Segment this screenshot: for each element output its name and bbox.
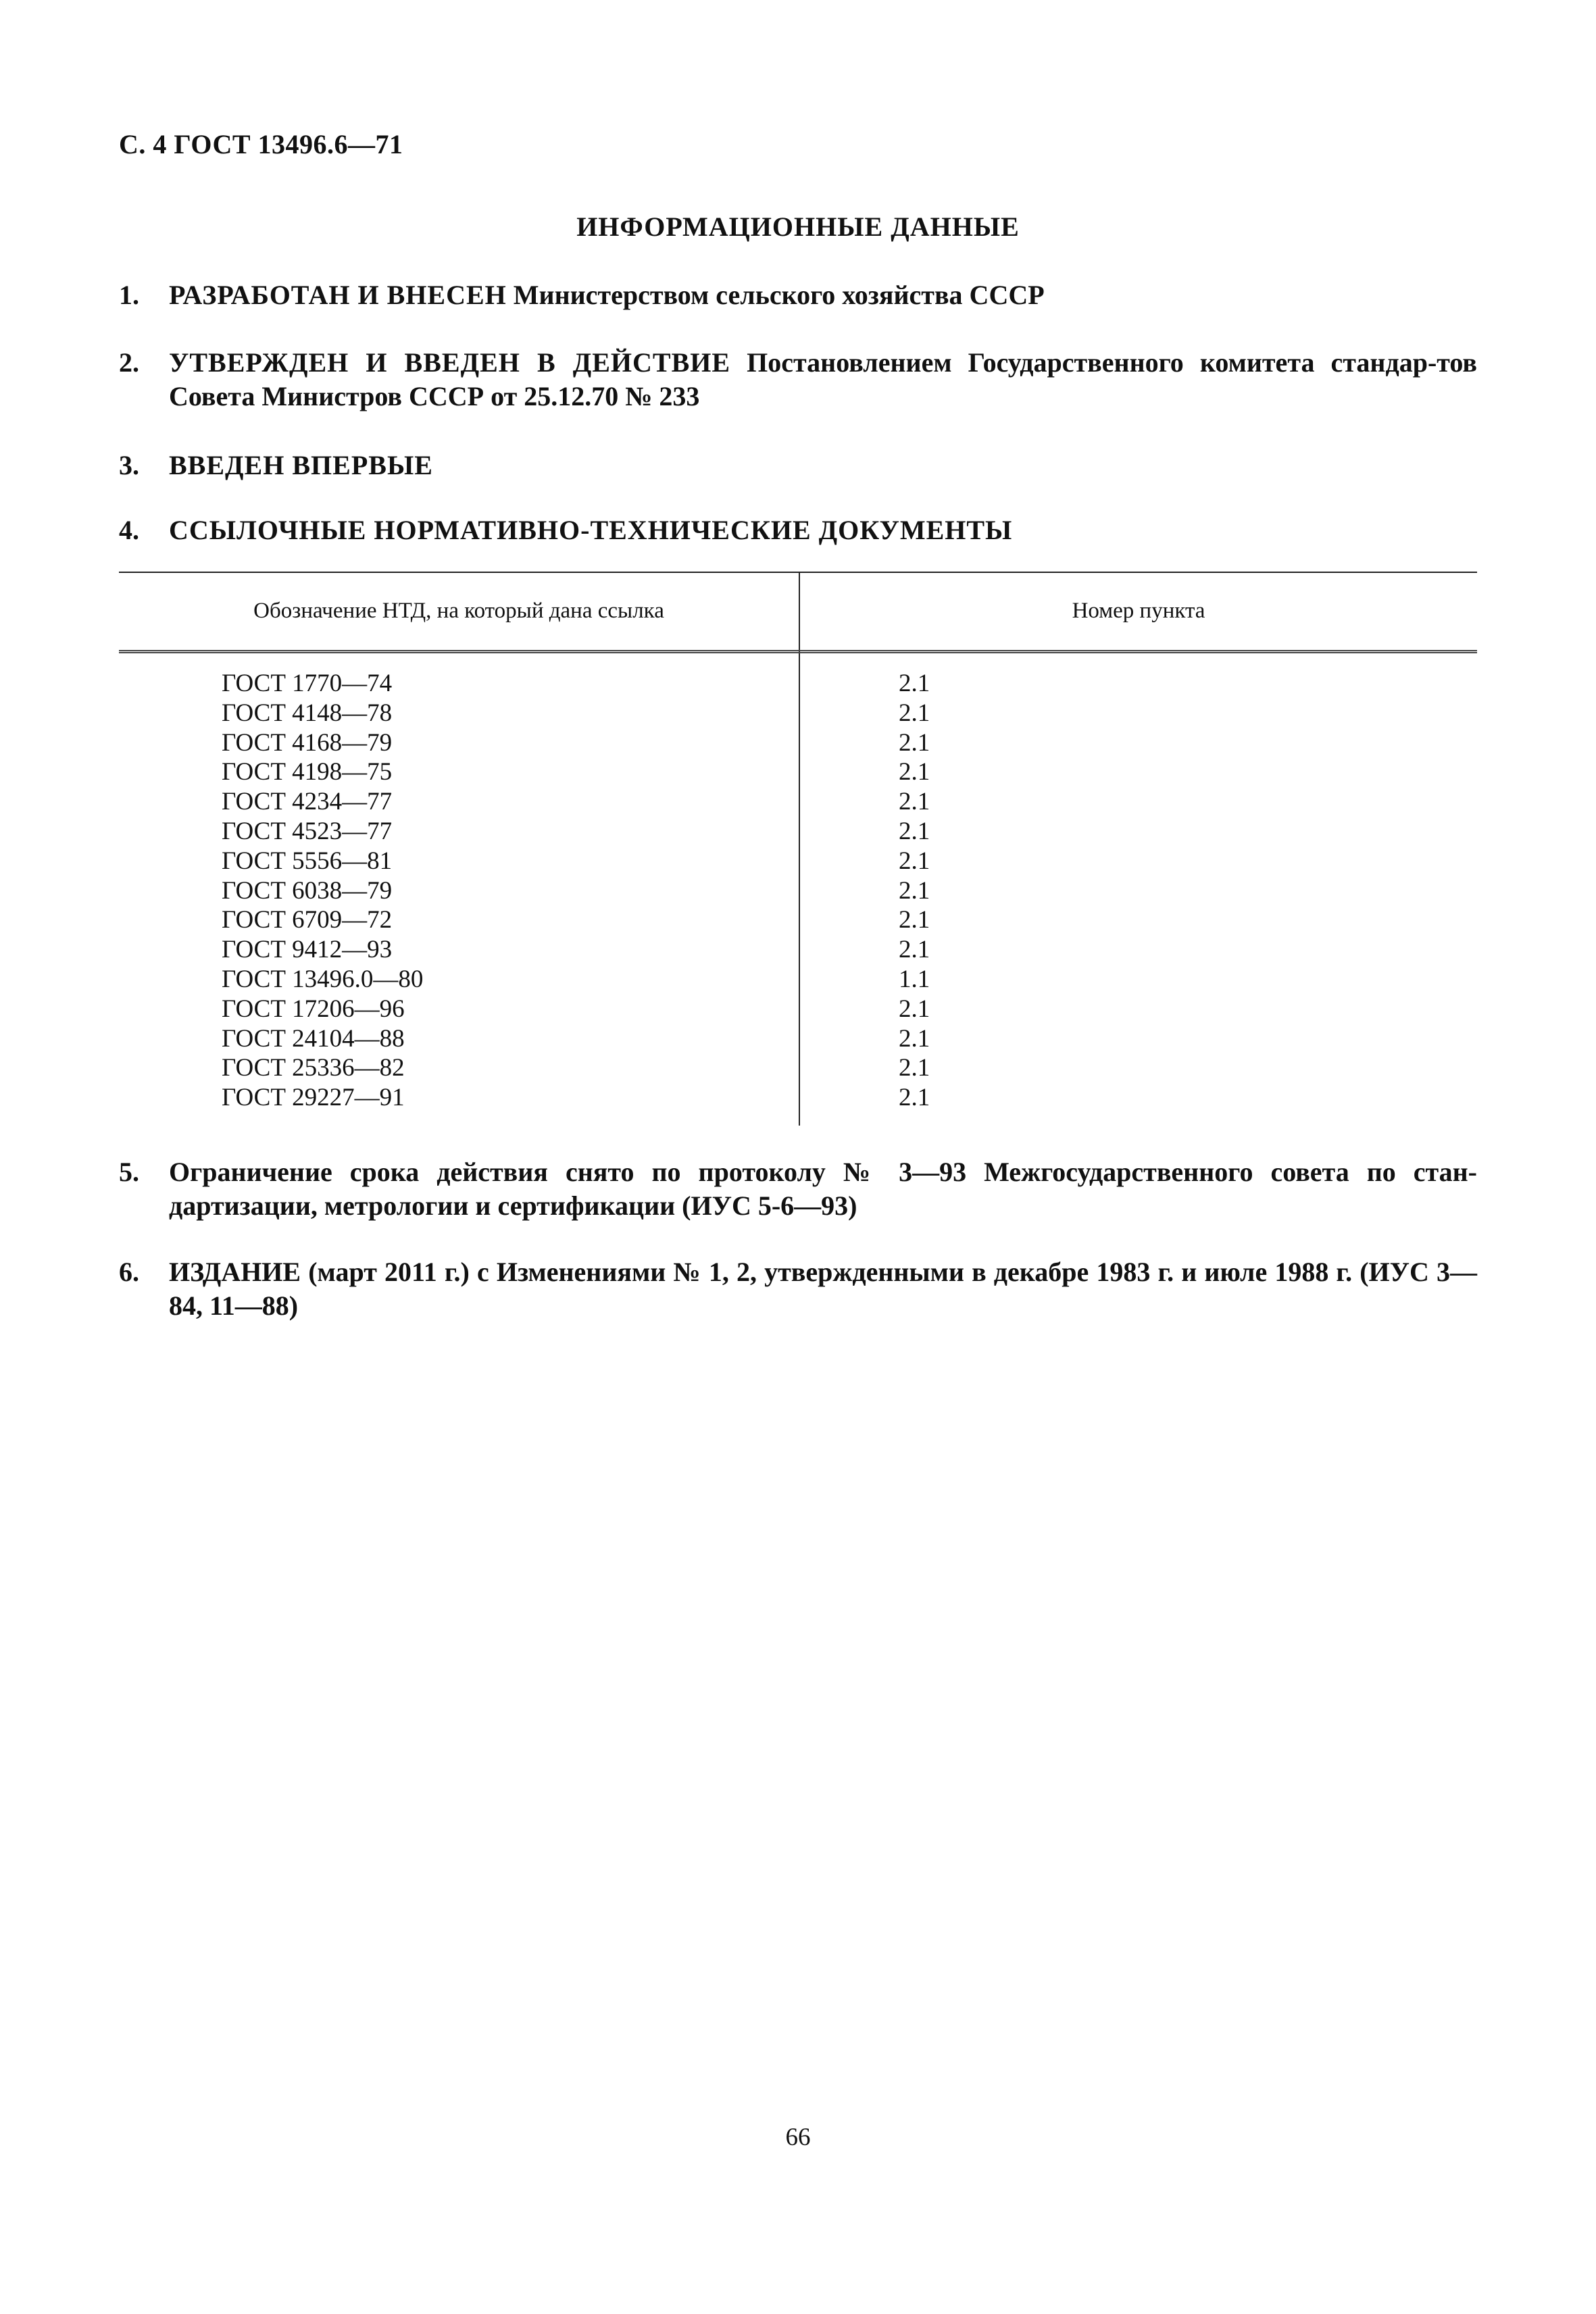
item-heading: ССЫЛОЧНЫЕ НОРМАТИВНО-ТЕХНИЧЕСКИЕ ДОКУМЕНТЫ [169, 515, 1013, 545]
item-text: Министерством сельского хозяйства СССР [506, 280, 1045, 310]
clause-cell: 2.1 [899, 670, 930, 697]
document-cell: ГОСТ 5556—81 [222, 847, 393, 875]
header-rule [119, 650, 1477, 653]
table-row [119, 817, 1477, 847]
table-body [119, 669, 1477, 1113]
clause-cell: 2.1 [899, 906, 930, 934]
item-number: 5. [119, 1157, 139, 1187]
clause-cell: 2.1 [899, 1054, 930, 1082]
document-cell: ГОСТ 24104—88 [222, 1024, 405, 1053]
item-number: 6. [119, 1257, 139, 1287]
clause-cell: 2.1 [899, 817, 930, 845]
item-body [169, 346, 1477, 413]
reference-table [119, 572, 1477, 1126]
document-cell: ГОСТ 4198—75 [222, 758, 393, 786]
info-item-3 [119, 449, 1477, 482]
table-row [119, 876, 1477, 906]
document-cell: ГОСТ 25336—82 [222, 1054, 405, 1082]
info-item-2 [119, 346, 1477, 413]
item-heading: УТВЕРЖДЕН И ВВЕДЕН В ДЕЙСТВИЕ [169, 347, 731, 378]
document-cell: ГОСТ 4523—77 [222, 817, 393, 845]
clause-cell: 2.1 [899, 758, 930, 786]
page-number: 66 [785, 2123, 811, 2151]
table-row [119, 1053, 1477, 1083]
item-heading: РАЗРАБОТАН И ВНЕСЕН [169, 280, 507, 310]
info-item-1 [119, 278, 1477, 312]
clause-cell: 2.1 [899, 936, 930, 964]
document-cell: ГОСТ 1770—74 [222, 670, 393, 697]
table-header-document: Обозначение НТД, на который дана ссылка [253, 599, 664, 623]
clause-cell: 2.1 [899, 788, 930, 816]
table-row [119, 905, 1477, 935]
clause-cell: 2.1 [899, 1084, 930, 1112]
clause-cell: 2.1 [899, 728, 930, 757]
document-cell: ГОСТ 6709—72 [222, 906, 393, 934]
table-row [119, 757, 1477, 787]
item-number: 2. [119, 347, 139, 378]
item-number: 4. [119, 515, 139, 545]
item-text: Постановлением Государственного комитета стандар-тов Совета Министров СССР от 25.12.70 № 233 [169, 347, 1477, 411]
item-number: 1. [119, 280, 139, 310]
item-heading: ВВЕДЕН ВПЕРВЫЕ [169, 450, 433, 480]
table-row [119, 1083, 1477, 1113]
item-text: Ограничение срока действия снято по протоколу № 3—93 Межгосударственного совета по стан-дартизации, метрологии и сертификации (ИУС 5-6—93) [169, 1157, 1477, 1221]
clause-cell: 2.1 [899, 699, 930, 727]
clause-cell: 2.1 [899, 1024, 930, 1053]
document-cell: ГОСТ 6038—79 [222, 876, 393, 905]
page-header: С. 4 ГОСТ 13496.6—71 [119, 129, 403, 159]
item-body [169, 278, 1477, 312]
item-text: ИЗДАНИЕ (март 2011 г.) с Изменениями № 1, 2, утвержденными в декабре 1983 г. и июле 1988 г. (ИУС 3—84, 11—88) [169, 1257, 1477, 1321]
table-header-clause: Номер пункта [1072, 599, 1205, 623]
document-cell: ГОСТ 13496.0—80 [222, 965, 424, 993]
clause-cell: 1.1 [899, 965, 930, 993]
item-body [169, 1155, 1477, 1223]
table-row [119, 1024, 1477, 1054]
info-item-5 [119, 1155, 1477, 1223]
document-cell: ГОСТ 9412—93 [222, 936, 393, 964]
table-row [119, 965, 1477, 995]
document-cell: ГОСТ 29227—91 [222, 1084, 405, 1112]
item-number: 3. [119, 450, 139, 480]
item-body [169, 1255, 1477, 1323]
table-row [119, 728, 1477, 758]
document-cell: ГОСТ 17206—96 [222, 995, 405, 1023]
item-body [169, 513, 1477, 547]
table-row [119, 669, 1477, 699]
table-row [119, 787, 1477, 817]
clause-cell: 2.1 [899, 995, 930, 1023]
document-cell: ГОСТ 4234—77 [222, 788, 393, 816]
document-cell: ГОСТ 4168—79 [222, 728, 393, 757]
table-row [119, 847, 1477, 876]
info-item-6 [119, 1255, 1477, 1323]
clause-cell: 2.1 [899, 847, 930, 875]
table-row [119, 995, 1477, 1024]
table-row [119, 699, 1477, 728]
document-cell: ГОСТ 4148—78 [222, 699, 393, 727]
info-item-4 [119, 513, 1477, 547]
section-title: ИНФОРМАЦИОННЫЕ ДАННЫЕ [576, 211, 1020, 242]
clause-cell: 2.1 [899, 876, 930, 905]
item-body [169, 449, 1477, 482]
table-row [119, 935, 1477, 965]
